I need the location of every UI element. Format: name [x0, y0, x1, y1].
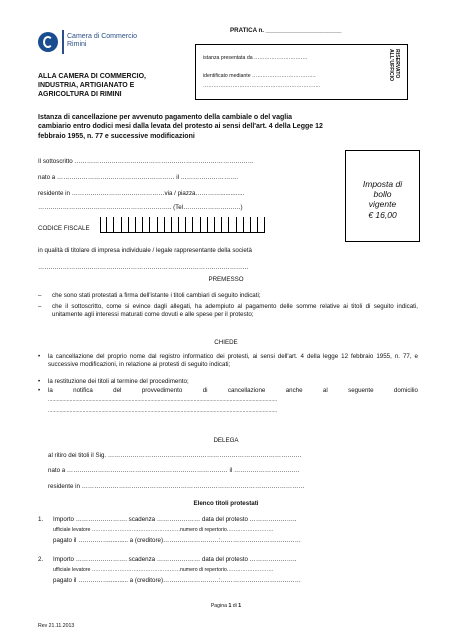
riservato-label: RISERVATO ALL'UFFICIO	[387, 49, 400, 82]
chiede-item-2: • la restituzione dei titoli al termine del procedimento;	[38, 378, 189, 385]
titolo-1-importo[interactable]: Importo ……………………. scadenza ………………… data del protesto …………………..	[53, 516, 297, 523]
delega-nato-field[interactable]: nato a …………………………………………………………………… il …………………………..	[48, 467, 300, 474]
premesso-heading: PREMESSO	[208, 276, 244, 283]
stamp-line-1: Imposta di	[362, 179, 403, 189]
premesso-item-1: – che sono stati protestati a firma dell'istante i titoli cambiari di seguito indicati;	[38, 292, 261, 299]
logo-emblem-icon	[38, 32, 58, 52]
chiede-item-3: • la notifica del provvedimento di cancellazione anche al seguente domicilio	[38, 387, 418, 394]
identificato-cont: …………………………………………………………..	[203, 83, 321, 89]
titolo-2-ufficiale[interactable]: ufficiale levatore ……………………………………………numero di repertorio………………………	[53, 567, 274, 573]
titolo-2-importo[interactable]: Importo ……………………. scadenza ………………… data del protesto …………………..	[53, 556, 297, 563]
titolo-1-pagato[interactable]: pagato il ……………........... a (creditore)………………………:…………………………………	[53, 537, 301, 544]
addressee-line-2: INDUSTRIA, ARTIGIANATO E	[38, 82, 135, 90]
residente-field[interactable]: residente in ………………………………………via / piazza…………..............	[38, 190, 245, 197]
istanza-presentata: istanza presentata da ………………………….	[203, 55, 308, 61]
codice-fiscale-input[interactable]	[100, 217, 265, 233]
page-number: Pagina 1 di 1	[210, 603, 242, 609]
stamp-box	[345, 150, 420, 242]
stamp-line-2: bollo	[373, 189, 392, 200]
office-reserved-box	[195, 44, 408, 100]
logo-line-2: Rimini	[67, 41, 87, 49]
pratica-number: PRATICA n. ______________________	[230, 27, 342, 34]
addressee	[38, 72, 146, 99]
elenco-heading: Elenco titoli protestati	[193, 500, 259, 507]
stamp-line-3: vigente	[368, 199, 397, 210]
nato-field[interactable]: nato a ………………………………………………… il ……………………….	[38, 174, 239, 181]
delega-heading: DELEGA	[213, 437, 239, 444]
delega-ritiro-field[interactable]: al ritiro dei titoli il Sig. ………………………………………………………………………………….	[48, 452, 302, 459]
addressee-line-1: ALLA CAMERA DI COMMERCIO,	[38, 73, 146, 80]
delega-residente-field[interactable]: residente in ………………………………………………………………………………………………	[48, 483, 305, 490]
domicilio-field-1[interactable]: ...............................................................................................................................................................	[48, 397, 278, 403]
premesso-item-2: – che il sottoscritto, come si evince dagli allegati, ha adempiuto al pagamento delle somme relative ai titoli di seguito indicati, unitamente agli interessi maturati come dovuti e alle spese per il protesto;	[38, 303, 418, 318]
titolo-1-ufficiale[interactable]: ufficiale levatore ……………………………………………numero di repertorio………………………	[53, 527, 274, 533]
logo-line-1: Camera di Commercio	[67, 33, 138, 40]
titolo-2-pagato[interactable]: pagato il ……………........... a (creditore)………………………:…………………………………	[53, 577, 301, 584]
telefono-field[interactable]: ……………………………………………………….. (Tel……………………….)	[38, 204, 243, 211]
domicilio-field-2[interactable]: ...............................................................................................................................................................	[48, 408, 278, 414]
qualita-text: in qualità di titolare di impresa individuale / legale rappresentante della società	[38, 247, 252, 254]
revision-label: Rev 21.11.2013	[38, 623, 75, 629]
chamber-logo	[38, 30, 148, 54]
chiede-heading: CHIEDE	[214, 339, 238, 346]
addressee-line-3: AGRICOLTURA DI RIMINI	[38, 91, 122, 99]
societa-field[interactable]: …………………………………………………………………………………………	[38, 264, 249, 271]
codice-fiscale-label: CODICE FISCALE	[38, 225, 90, 232]
stamp-line-4: € 16,00	[368, 209, 397, 220]
document-title: Istanza di cancellazione per avvenuto pagamento della cambiale o del vaglia cambiario entro dodici mesi dalla levata del protesto ai sensi dell'art. 4 della Legge 12 febbraio 1955, n. 77 e successive modificazioni	[38, 114, 323, 140]
chiede-item-1: • la cancellazione del proprio nome dal registro informatico dei protesti, ai sensi dell'art. 4 della legge 12 febbraio 1955, n. 77, e successive modificazioni, in relazione ai protesti di seguito indicati;	[38, 353, 418, 368]
identificato-mediante: identificato mediante ……………………………….	[203, 73, 316, 79]
sottoscritto-field[interactable]: Il sottoscritto ……………………………………………………………………………	[38, 158, 254, 165]
